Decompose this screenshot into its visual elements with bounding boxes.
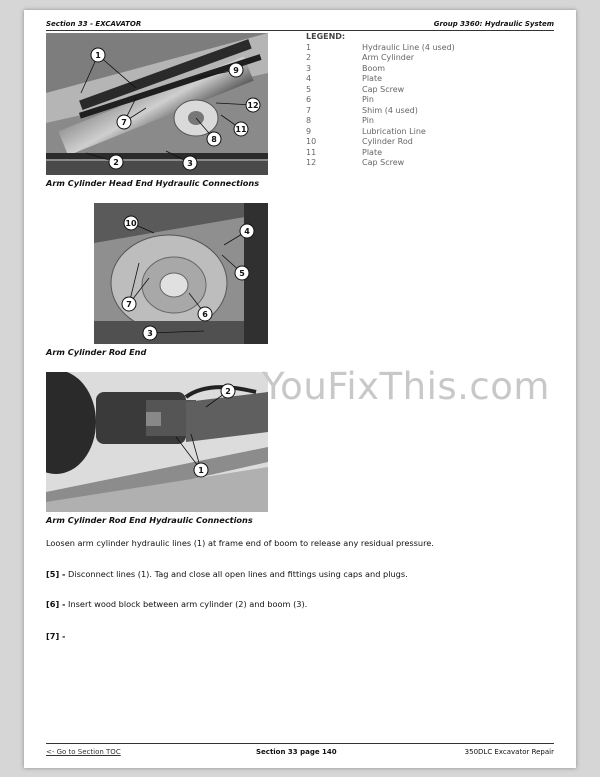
legend-item: [306, 85, 455, 96]
legend-item-label: Plate: [362, 74, 383, 83]
legend-item: [306, 74, 455, 85]
legend-item: [306, 148, 455, 159]
step-7: [46, 631, 65, 641]
figure-head-end-caption: Arm Cylinder Head End Hydraulic Connections: [46, 178, 260, 188]
callout-label-12: 12: [247, 101, 259, 110]
legend-item-number: 2: [306, 53, 312, 62]
callout-label-7: 7: [121, 118, 127, 127]
instruction-paragraph: Loosen arm cylinder hydraulic lines (1) at frame end of boom to release any residual pressure.: [46, 538, 434, 548]
manual-title: 350DLC Excavator Repair: [464, 748, 554, 756]
legend-item-label: Pin: [362, 116, 374, 125]
section-toc-link[interactable]: <- Go to Section TOC: [46, 748, 121, 756]
legend-item: [306, 53, 455, 64]
watermark: YouFixThis.com: [262, 365, 550, 408]
step-5-text: Disconnect lines (1). Tag and close all open lines and fittings using caps and plugs.: [68, 569, 408, 579]
legend-item-label: Shim (4 used): [362, 105, 418, 115]
step-5: [46, 569, 408, 579]
callout-label-11: 11: [235, 125, 247, 134]
legend-item-number: 1: [306, 42, 312, 52]
figure-rod-end-hydraulic-photo: [46, 372, 268, 512]
legend-item: [306, 64, 455, 75]
callout-label-4: 4: [244, 227, 250, 236]
callout-label-5: 5: [239, 269, 245, 278]
callout-label-1: 1: [198, 466, 204, 475]
callout-label-6: 6: [202, 310, 208, 319]
figure-rod-end-photo: [94, 203, 268, 344]
callout-label-9: 9: [233, 66, 239, 75]
legend-item-label: Plate: [362, 147, 383, 157]
step-5-number: [5] -: [46, 569, 66, 579]
callout-label-8: 8: [211, 135, 217, 144]
legend-item: [306, 158, 455, 169]
legend-item-number: 4: [306, 74, 312, 83]
step-6-number: [6] -: [46, 599, 66, 609]
page-number: Section 33 page 140: [256, 748, 337, 756]
legend-item-label: Boom: [362, 63, 386, 73]
legend-item-number: 12: [306, 158, 317, 167]
figure-rod-end-caption: Arm Cylinder Rod End: [46, 347, 147, 357]
legend-item: [306, 106, 455, 117]
legend-item: [306, 127, 455, 138]
legend-item-label: Arm Cylinder: [362, 53, 415, 62]
legend-item-number: 5: [306, 84, 312, 94]
callout-label-7: 7: [126, 300, 132, 309]
callout-label-10: 10: [125, 219, 137, 228]
header-section: Section 33 - EXCAVATOR: [46, 20, 142, 28]
legend-item-number: 3: [306, 63, 312, 73]
step-6-text: Insert wood block between arm cylinder (2) and boom (3).: [68, 599, 308, 609]
legend-item-label: Cap Screw: [362, 84, 405, 94]
legend: [306, 32, 455, 169]
step-7-number: [7] -: [46, 631, 66, 641]
legend-item-number: 7: [306, 105, 312, 115]
legend-item: [306, 95, 455, 106]
legend-item-label: Lubrication Line: [362, 126, 426, 136]
legend-item-label: Hydraulic Line (4 used): [362, 42, 455, 52]
legend-item-label: Cylinder Rod: [362, 137, 413, 146]
figure-rod-end-hydraulic-caption: Arm Cylinder Rod End Hydraulic Connections: [46, 515, 253, 525]
callout-label-3: 3: [147, 329, 153, 338]
legend-item-number: 11: [306, 147, 317, 157]
legend-item: [306, 137, 455, 148]
callout-label-1: 1: [95, 51, 101, 60]
legend-item-number: 8: [306, 116, 312, 125]
figure-head-end-photo: [46, 33, 268, 175]
footer-rule: [46, 743, 554, 744]
legend-item-label: Cap Screw: [362, 158, 405, 167]
manual-page: [24, 10, 576, 768]
legend-item-number: 6: [306, 95, 312, 104]
legend-title: LEGEND:: [306, 32, 346, 41]
legend-item-number: 10: [306, 137, 317, 146]
legend-item: [306, 116, 455, 127]
legend-item-number: 9: [306, 126, 312, 136]
callout-label-2: 2: [113, 158, 119, 167]
legend-item-label: Pin: [362, 95, 374, 104]
header-rule: [46, 30, 554, 31]
callout-label-2: 2: [225, 387, 231, 396]
step-6: [46, 599, 307, 609]
header-group: Group 3360: Hydraulic System: [433, 20, 554, 28]
callout-label-3: 3: [187, 159, 193, 168]
legend-item: [306, 43, 455, 54]
